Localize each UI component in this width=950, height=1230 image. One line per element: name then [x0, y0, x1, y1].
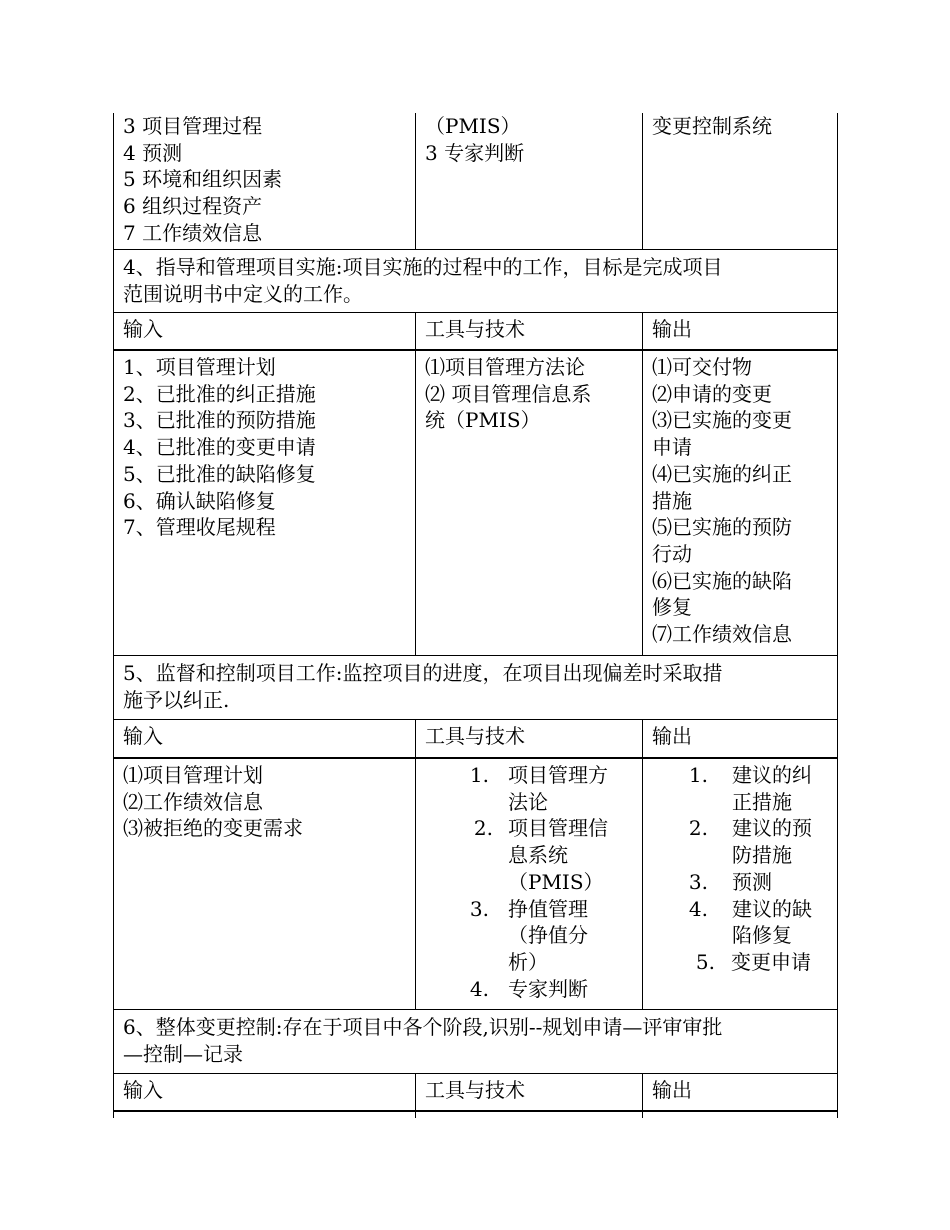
numbered-item-cont: （PMIS）: [508, 869, 604, 894]
list-item: 措施: [652, 488, 692, 513]
numbered-item-cont: 息系统: [508, 843, 568, 868]
section-5-title: 5、监督和控制项目工作:监控项目的进度，在项目出现偏差时采取措 施予以纠正.: [123, 661, 723, 712]
list-item: ⑴可交付物: [652, 355, 752, 379]
section-5-header-row: [113, 720, 838, 759]
list-item: 6 组织过程资产: [123, 194, 263, 219]
section-6-title: 6、整体变更控制:存在于项目中各个阶段,识别--规划申请—评审审批 —控制—记录: [123, 1015, 723, 1066]
section-4-title: 4、指导和管理项目实施:项目实施的过程中的工作，目标是完成项目 范围说明书中定义的工作。: [123, 255, 723, 306]
section-4-header-row: [113, 313, 838, 351]
numbered-item-cont: （挣值分: [508, 923, 588, 948]
list-item: （PMIS）: [425, 114, 521, 138]
section-6-title-row: [113, 1010, 838, 1074]
list-item: 1、项目管理计划: [123, 355, 276, 379]
tools-cell: [416, 113, 643, 249]
list-item: 6、确认缺陷修复: [123, 488, 276, 513]
header-inputs: 输入: [114, 720, 416, 757]
list-item: 2、已批准的纠正措施: [123, 381, 316, 406]
numbered-item-cont: 法论: [508, 789, 548, 814]
list-item: 5、已批准的缺陷修复: [123, 461, 316, 486]
header-outputs: 输出: [652, 1078, 692, 1102]
numbered-item-cont: 防措施: [732, 843, 792, 868]
list-item: ⑺工作绩效信息: [652, 622, 792, 647]
list-item: ⑵ 项目管理信息系: [425, 381, 592, 406]
section-5-content-row: [113, 759, 838, 1010]
list-item: 4、已批准的变更申请: [123, 435, 316, 460]
numbered-item: 3. 挣值管理: [469, 896, 588, 921]
numbered-item: 2. 项目管理信: [473, 816, 608, 841]
table-row-continued: [113, 113, 838, 250]
numbered-item: 5. 变更申请: [695, 949, 811, 974]
list-item: ⑸已实施的预防: [652, 515, 792, 540]
header-tools: 工具与技术: [416, 1074, 643, 1110]
tools-cell: [416, 1112, 643, 1118]
list-item: 申请: [652, 435, 692, 460]
list-item: 7 工作绩效信息: [123, 220, 263, 245]
inputs-cell: [114, 759, 416, 1009]
section-6-header-row: [113, 1074, 838, 1112]
list-item: 4 预测: [123, 140, 183, 165]
list-item: 3 项目管理过程: [123, 114, 263, 138]
list-item: ⑵工作绩效信息: [123, 789, 263, 814]
numbered-item: 3. 预测: [688, 869, 772, 894]
numbered-item: 4. 建议的缺: [688, 896, 812, 921]
list-item: ⑵申请的变更: [652, 381, 772, 406]
list-item: 3 专家判断: [425, 140, 525, 165]
header-tools: 工具与技术: [416, 720, 643, 757]
numbered-item: 2. 建议的预: [688, 816, 812, 841]
section-4-content-row: [113, 351, 838, 656]
numbered-item: 1. 建议的纠: [688, 763, 812, 787]
outputs-cell: [643, 351, 837, 655]
outputs-cell: [643, 1112, 837, 1118]
inputs-cell: [114, 113, 416, 249]
header-tools: 工具与技术: [416, 313, 643, 349]
list-item: ⑹已实施的缺陷: [652, 568, 792, 593]
list-item: 7、管理收尾规程: [123, 515, 276, 540]
list-item: 行动: [652, 541, 692, 566]
tools-cell: [416, 351, 643, 655]
process-table: [113, 113, 838, 1118]
header-outputs: 输出: [652, 317, 692, 341]
section-6-content-row: [113, 1112, 838, 1118]
numbered-item-cont: 正措施: [732, 789, 792, 814]
inputs-cell: [114, 351, 416, 655]
section-4-title-row: [113, 250, 838, 313]
inputs-cell: [114, 1112, 416, 1118]
numbered-item-cont: 陷修复: [732, 923, 792, 948]
outputs-cell: [643, 113, 837, 249]
list-item: ⑴项目管理方法论: [425, 355, 585, 379]
tools-cell: [416, 759, 643, 1009]
section-5-title-row: [113, 656, 838, 720]
list-item: 修复: [652, 595, 692, 620]
list-item: 统（PMIS）: [425, 408, 541, 433]
outputs-cell: [643, 759, 837, 1009]
numbered-item: 1. 项目管理方: [469, 763, 608, 787]
list-item: 变更控制系统: [652, 114, 772, 138]
list-item: ⑴项目管理计划: [123, 763, 263, 787]
header-inputs: 输入: [114, 1074, 416, 1110]
list-item: 3、已批准的预防措施: [123, 408, 316, 433]
numbered-item: 4. 专家判断: [469, 976, 588, 1001]
list-item: 5 环境和组织因素: [123, 167, 283, 192]
list-item: ⑶已实施的变更: [652, 408, 792, 433]
header-outputs: 输出: [652, 724, 692, 748]
list-item: ⑶被拒绝的变更需求: [123, 816, 303, 841]
header-inputs: 输入: [114, 313, 416, 349]
numbered-item-cont: 析）: [508, 949, 548, 974]
list-item: ⑷已实施的纠正: [652, 461, 792, 486]
